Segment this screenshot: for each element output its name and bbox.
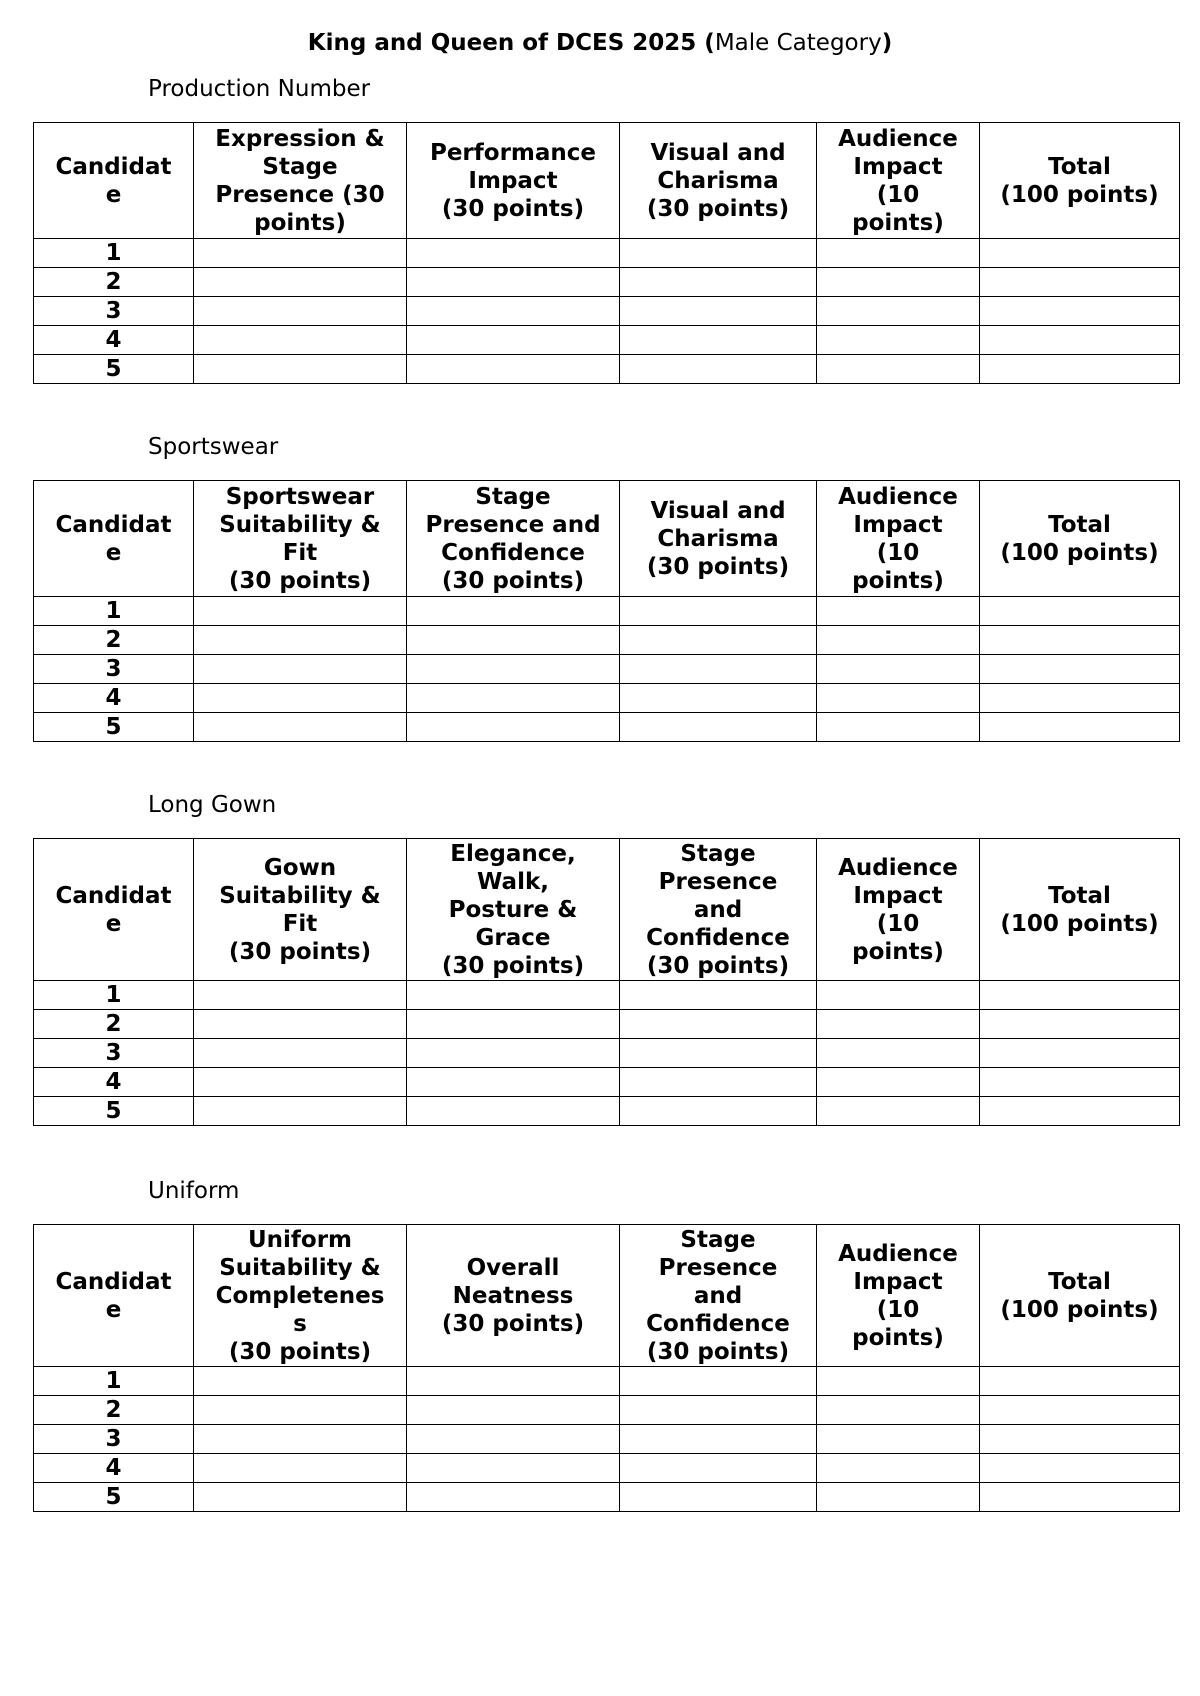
total-cell[interactable] (980, 981, 1180, 1010)
score-cell[interactable] (620, 355, 817, 384)
table-row (34, 268, 1180, 297)
table-row (34, 684, 1180, 713)
score-cell[interactable] (620, 1039, 817, 1068)
score-cell[interactable] (194, 684, 407, 713)
header-audience-impact: Audience Impact (10 points) (817, 481, 980, 597)
score-cell[interactable] (194, 355, 407, 384)
score-cell[interactable] (817, 1068, 980, 1097)
header-row (34, 123, 1180, 239)
header-total: Total (100 points) (980, 123, 1180, 239)
score-cell[interactable] (194, 1454, 407, 1483)
table-row (34, 326, 1180, 355)
total-cell[interactable] (980, 297, 1180, 326)
score-cell[interactable] (407, 626, 620, 655)
score-cell[interactable] (194, 626, 407, 655)
score-cell[interactable] (817, 1097, 980, 1126)
candidate-number: 3 (34, 1039, 194, 1068)
score-cell[interactable] (620, 713, 817, 742)
score-cell[interactable] (407, 713, 620, 742)
header-candidate: Candidat e (34, 123, 194, 239)
score-cell[interactable] (817, 297, 980, 326)
score-cell[interactable] (194, 713, 407, 742)
score-table-uniform (33, 1224, 1180, 1512)
score-cell[interactable] (407, 239, 620, 268)
candidate-number: 2 (34, 268, 194, 297)
title-category: Male Category (714, 30, 882, 56)
table-row (34, 626, 1180, 655)
score-cell[interactable] (407, 268, 620, 297)
candidate-number: 1 (34, 981, 194, 1010)
score-cell[interactable] (407, 1367, 620, 1396)
header-criterion-2: Performance Impact (30 points) (407, 123, 620, 239)
section-label-long-gown: Long Gown (148, 792, 277, 818)
score-cell[interactable] (194, 1068, 407, 1097)
score-cell[interactable] (817, 239, 980, 268)
header-row (34, 481, 1180, 597)
score-cell[interactable] (817, 1454, 980, 1483)
header-criterion-3: Stage Presence and Confidence (30 points) (620, 1225, 817, 1367)
header-audience-impact: Audience Impact (10 points) (817, 123, 980, 239)
score-cell[interactable] (620, 1367, 817, 1396)
header-criterion-3: Visual and Charisma (30 points) (620, 123, 817, 239)
total-cell[interactable] (980, 655, 1180, 684)
table-row (34, 655, 1180, 684)
score-table-production-number (33, 122, 1180, 384)
score-cell[interactable] (620, 239, 817, 268)
candidate-number: 1 (34, 239, 194, 268)
score-cell[interactable] (194, 297, 407, 326)
table-row (34, 1068, 1180, 1097)
score-cell[interactable] (407, 1039, 620, 1068)
score-cell[interactable] (194, 1367, 407, 1396)
table-row (34, 981, 1180, 1010)
total-cell[interactable] (980, 597, 1180, 626)
header-criterion-3: Stage Presence and Confidence (30 points) (620, 839, 817, 981)
total-cell[interactable] (980, 1097, 1180, 1126)
table-row (34, 1010, 1180, 1039)
score-cell[interactable] (194, 239, 407, 268)
score-cell[interactable] (620, 1010, 817, 1039)
total-cell[interactable] (980, 326, 1180, 355)
table-row (34, 1367, 1180, 1396)
candidate-number: 4 (34, 1454, 194, 1483)
header-criterion-2: Elegance, Walk, Posture & Grace (30 points) (407, 839, 620, 981)
score-cell[interactable] (620, 655, 817, 684)
total-cell[interactable] (980, 268, 1180, 297)
table-row (34, 1396, 1180, 1425)
total-cell[interactable] (980, 239, 1180, 268)
section-label-sportswear: Sportswear (148, 434, 279, 460)
score-cell[interactable] (817, 1039, 980, 1068)
total-cell[interactable] (980, 1039, 1180, 1068)
header-criterion-1: Gown Suitability & Fit (30 points) (194, 839, 407, 981)
header-criterion-1: Sportswear Suitability & Fit (30 points) (194, 481, 407, 597)
score-cell[interactable] (194, 1039, 407, 1068)
table-row (34, 1454, 1180, 1483)
header-audience-impact: Audience Impact (10 points) (817, 839, 980, 981)
score-cell[interactable] (194, 1396, 407, 1425)
header-criterion-2: Overall Neatness (30 points) (407, 1225, 620, 1367)
score-cell[interactable] (407, 1454, 620, 1483)
score-cell[interactable] (817, 684, 980, 713)
score-cell[interactable] (620, 981, 817, 1010)
candidate-number: 5 (34, 1097, 194, 1126)
score-cell[interactable] (407, 1425, 620, 1454)
score-cell[interactable] (407, 1068, 620, 1097)
score-cell[interactable] (194, 655, 407, 684)
header-total: Total (100 points) (980, 481, 1180, 597)
header-candidate: Candidat e (34, 839, 194, 981)
score-cell[interactable] (194, 1097, 407, 1126)
score-cell[interactable] (817, 355, 980, 384)
score-cell[interactable] (817, 1367, 980, 1396)
score-cell[interactable] (817, 655, 980, 684)
table-row (34, 713, 1180, 742)
total-cell[interactable] (980, 1367, 1180, 1396)
candidate-number: 2 (34, 626, 194, 655)
score-cell[interactable] (620, 1097, 817, 1126)
score-cell[interactable] (817, 597, 980, 626)
candidate-number: 4 (34, 684, 194, 713)
candidate-number: 1 (34, 1367, 194, 1396)
score-cell[interactable] (620, 1396, 817, 1425)
score-cell[interactable] (817, 268, 980, 297)
score-cell[interactable] (407, 1396, 620, 1425)
candidate-number: 5 (34, 1483, 194, 1512)
document-title (0, 28, 1200, 58)
candidate-number: 2 (34, 1396, 194, 1425)
table-row (34, 597, 1180, 626)
candidate-number: 4 (34, 326, 194, 355)
score-cell[interactable] (194, 1010, 407, 1039)
score-cell[interactable] (620, 684, 817, 713)
header-criterion-3: Visual and Charisma (30 points) (620, 481, 817, 597)
score-cell[interactable] (194, 981, 407, 1010)
score-cell[interactable] (817, 713, 980, 742)
score-cell[interactable] (407, 326, 620, 355)
title-main: King and Queen of DCES 2025 ( (307, 30, 715, 56)
score-cell[interactable] (194, 1425, 407, 1454)
total-cell[interactable] (980, 626, 1180, 655)
score-cell[interactable] (407, 597, 620, 626)
score-cell[interactable] (194, 268, 407, 297)
header-total: Total (100 points) (980, 839, 1180, 981)
candidate-number: 5 (34, 713, 194, 742)
score-cell[interactable] (407, 684, 620, 713)
score-cell[interactable] (817, 326, 980, 355)
score-cell[interactable] (620, 1483, 817, 1512)
score-cell[interactable] (407, 355, 620, 384)
table-row (34, 355, 1180, 384)
score-cell[interactable] (407, 1097, 620, 1126)
candidate-number: 2 (34, 1010, 194, 1039)
score-cell[interactable] (407, 655, 620, 684)
candidate-number: 5 (34, 355, 194, 384)
score-cell[interactable] (620, 597, 817, 626)
table-row (34, 1097, 1180, 1126)
total-cell[interactable] (980, 1483, 1180, 1512)
candidate-number: 3 (34, 297, 194, 326)
total-cell[interactable] (980, 1010, 1180, 1039)
score-cell[interactable] (817, 981, 980, 1010)
score-table-long-gown (33, 838, 1180, 1126)
total-cell[interactable] (980, 355, 1180, 384)
candidate-number: 1 (34, 597, 194, 626)
header-criterion-1: Expression & Stage Presence (30 points) (194, 123, 407, 239)
section-label-uniform: Uniform (148, 1178, 240, 1204)
table-row (34, 297, 1180, 326)
score-cell[interactable] (194, 1483, 407, 1512)
candidate-number: 4 (34, 1068, 194, 1097)
score-cell[interactable] (407, 1483, 620, 1512)
score-cell[interactable] (817, 1010, 980, 1039)
header-criterion-2: Stage Presence and Confidence (30 points) (407, 481, 620, 597)
header-row (34, 1225, 1180, 1367)
header-candidate: Candidat e (34, 1225, 194, 1367)
score-cell[interactable] (817, 1396, 980, 1425)
total-cell[interactable] (980, 713, 1180, 742)
title-close: ) (881, 30, 893, 56)
header-row (34, 839, 1180, 981)
section-label-production-number: Production Number (148, 76, 371, 102)
candidate-number: 3 (34, 1425, 194, 1454)
score-cell[interactable] (620, 1425, 817, 1454)
total-cell[interactable] (980, 1396, 1180, 1425)
score-cell[interactable] (194, 597, 407, 626)
total-cell[interactable] (980, 1068, 1180, 1097)
total-cell[interactable] (980, 684, 1180, 713)
header-total: Total (100 points) (980, 1225, 1180, 1367)
score-cell[interactable] (620, 268, 817, 297)
header-candidate: Candidat e (34, 481, 194, 597)
header-audience-impact: Audience Impact (10 points) (817, 1225, 980, 1367)
header-criterion-1: Uniform Suitability & Completenes s (30 points) (194, 1225, 407, 1367)
score-cell[interactable] (817, 626, 980, 655)
score-cell[interactable] (407, 297, 620, 326)
score-cell[interactable] (407, 981, 620, 1010)
score-cell[interactable] (620, 1454, 817, 1483)
table-row (34, 1483, 1180, 1512)
total-cell[interactable] (980, 1425, 1180, 1454)
score-cell[interactable] (620, 1068, 817, 1097)
table-row (34, 1039, 1180, 1068)
score-cell[interactable] (620, 626, 817, 655)
score-cell[interactable] (620, 297, 817, 326)
table-row (34, 239, 1180, 268)
total-cell[interactable] (980, 1454, 1180, 1483)
score-cell[interactable] (817, 1425, 980, 1454)
score-table-sportswear (33, 480, 1180, 742)
table-row (34, 1425, 1180, 1454)
candidate-number: 3 (34, 655, 194, 684)
score-cell[interactable] (817, 1483, 980, 1512)
score-cell[interactable] (407, 1010, 620, 1039)
score-cell[interactable] (194, 326, 407, 355)
score-cell[interactable] (620, 326, 817, 355)
